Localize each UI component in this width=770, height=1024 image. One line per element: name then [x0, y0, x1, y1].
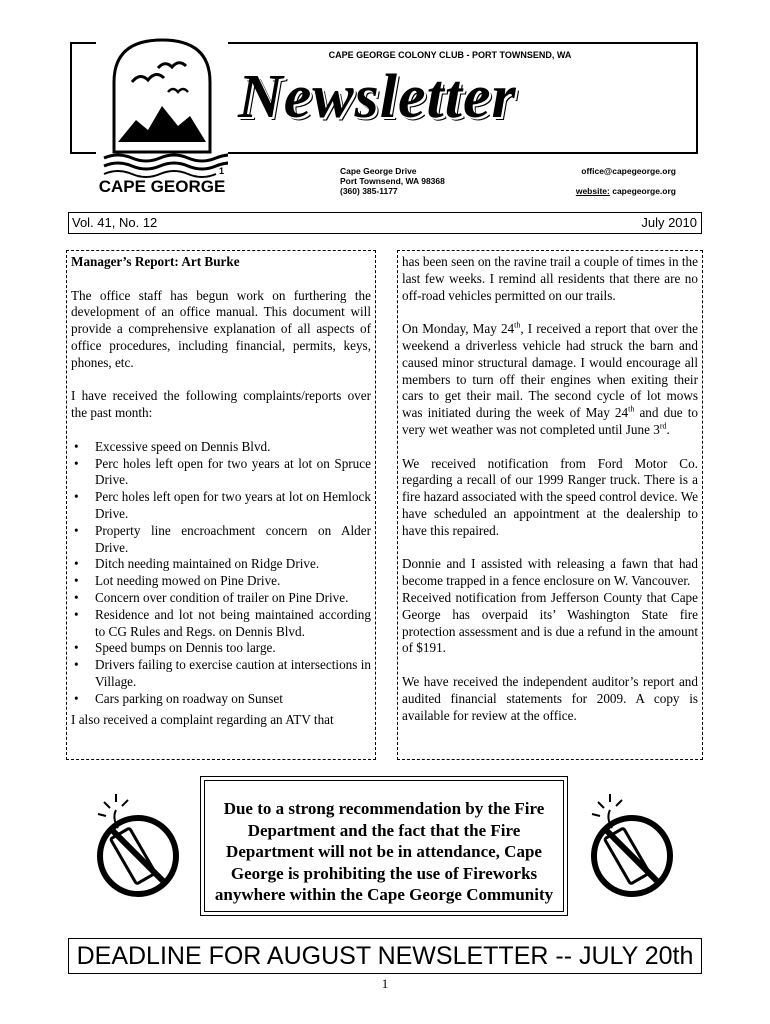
- atv-complaint-paragraph: I also received a complaint regarding an ATV that: [71, 711, 334, 727]
- logo-wordmark: CAPE GEORGE: [98, 177, 226, 196]
- no-fireworks-icon: [88, 790, 184, 900]
- club-contacts: [540, 166, 676, 196]
- list-item: • Speed bumps on Dennis too large.: [71, 640, 371, 657]
- issue-volume: Vol. 41, No. 12: [72, 215, 158, 230]
- complaints-intro: I have received the following complaints/reports over the past month:: [71, 388, 371, 421]
- club-address: [340, 166, 445, 196]
- cape-george-logo: [96, 30, 228, 200]
- managers-report-column-right: [397, 250, 703, 760]
- masthead-left-bar: [70, 42, 72, 154]
- website-label: website:: [575, 186, 610, 196]
- list-item: • Property line encroachment concern on Alder Drive.: [71, 523, 371, 557]
- office-manual-paragraph: The office staff has begun work on furthering the development of an office manual. This document will provide a comprehensive explanation of all aspects of office procedures, including financial, permits, keys, phones, etc.: [71, 287, 371, 370]
- page-number: 1: [381, 976, 389, 991]
- masthead-number: 1: [219, 166, 225, 176]
- website-link[interactable]: capegeorge.org: [612, 186, 676, 196]
- no-fireworks-icon: [582, 790, 678, 900]
- website-line: [540, 186, 676, 196]
- superscript-rd: rd: [659, 421, 667, 431]
- email-link[interactable]: office@capegeorge.org: [581, 166, 676, 176]
- ravine-trail-paragraph: has been seen on the ravine trail a couple of times in the last few weeks. I remind all residents that there are no off-road vehicles permitted on our trails.: [402, 254, 698, 303]
- list-item: • Perc holes left open for two years at lot on Hemlock Drive.: [71, 489, 371, 523]
- fawn-rescue-paragraph: Donnie and I assisted with releasing a fawn that had become trapped in a fence enclosure on W. Vancouver.: [402, 556, 698, 589]
- list-item: • Perc holes left open for two years at lot on Spruce Drive.: [71, 456, 371, 490]
- audit-report-paragraph: We have received the independent auditor’s report and audited financial statements for 2009. A copy is available for review at the office.: [402, 673, 698, 723]
- text-run: , I received a report that over the weekend a driverless vehicle had struck the barn and caused minor structural damage. I would encourage all members to turn off their engines when exiting their cars to get their mail. The second cycle of lot mows was initiated during the week of May 24: [402, 321, 698, 421]
- managers-report-column-left: [66, 250, 376, 760]
- issue-date: July 2010: [641, 215, 697, 230]
- list-item: • Ditch needing maintained on Ridge Drive.: [71, 556, 371, 573]
- fireworks-notice: [200, 776, 568, 916]
- address-line-1: Cape George Drive: [340, 166, 417, 176]
- fireworks-notice-text: Due to a strong recommendation by the Fire Department and the fact that the Fire Department will not be in attendance, Cape George is prohibiting the use of Fireworks anywhere within the Cape George Community: [204, 780, 564, 912]
- list-item: • Residence and lot not being maintained according to CG Rules and Regs. on Dennis Blvd.: [71, 607, 371, 641]
- text-run: and due to very wet weather was not completed until June 3: [402, 405, 698, 437]
- text-run: On Monday, May 24: [402, 321, 515, 337]
- ford-recall-paragraph: We received notification from Ford Motor Co. regarding a recall of our 1999 Ranger truck. There is a fire hazard associated with the speed control device. We have scheduled an appointment at the dealership to have this repaired.: [402, 455, 698, 538]
- address-line-2: Port Townsend, WA 98368: [340, 176, 445, 186]
- superscript-th: th: [514, 320, 521, 330]
- newsletter-title: Newsletter: [238, 63, 517, 131]
- text-run: .: [666, 421, 670, 437]
- issue-bar: [68, 212, 702, 234]
- managers-report-heading: Manager’s Report: Art Burke: [71, 254, 240, 269]
- superscript-th: th: [628, 404, 635, 414]
- list-item: • Lot needing mowed on Pine Drive.: [71, 573, 371, 590]
- complaints-list: [71, 439, 371, 708]
- refund-paragraph: Received notification from Jefferson County that Cape George has overpaid its’ Washington State fire protection assessment and is due a refund in the amount of $191.: [402, 589, 698, 656]
- club-name-line: CAPE GEORGE COLONY CLUB - PORT TOWNSEND, WA: [328, 50, 572, 60]
- phone-number: (360) 385-1177: [340, 186, 398, 196]
- newsletter-deadline-banner: DEADLINE FOR AUGUST NEWSLETTER -- JULY 20th: [68, 938, 702, 974]
- list-item: • Concern over condition of trailer on Pine Drive.: [71, 590, 371, 607]
- list-item: • Excessive speed on Dennis Blvd.: [71, 439, 371, 456]
- list-item: • Cars parking on roadway on Sunset: [71, 691, 371, 708]
- barn-damage-paragraph: [402, 321, 698, 439]
- list-item: • Drivers failing to exercise caution at intersections in Village.: [71, 657, 371, 691]
